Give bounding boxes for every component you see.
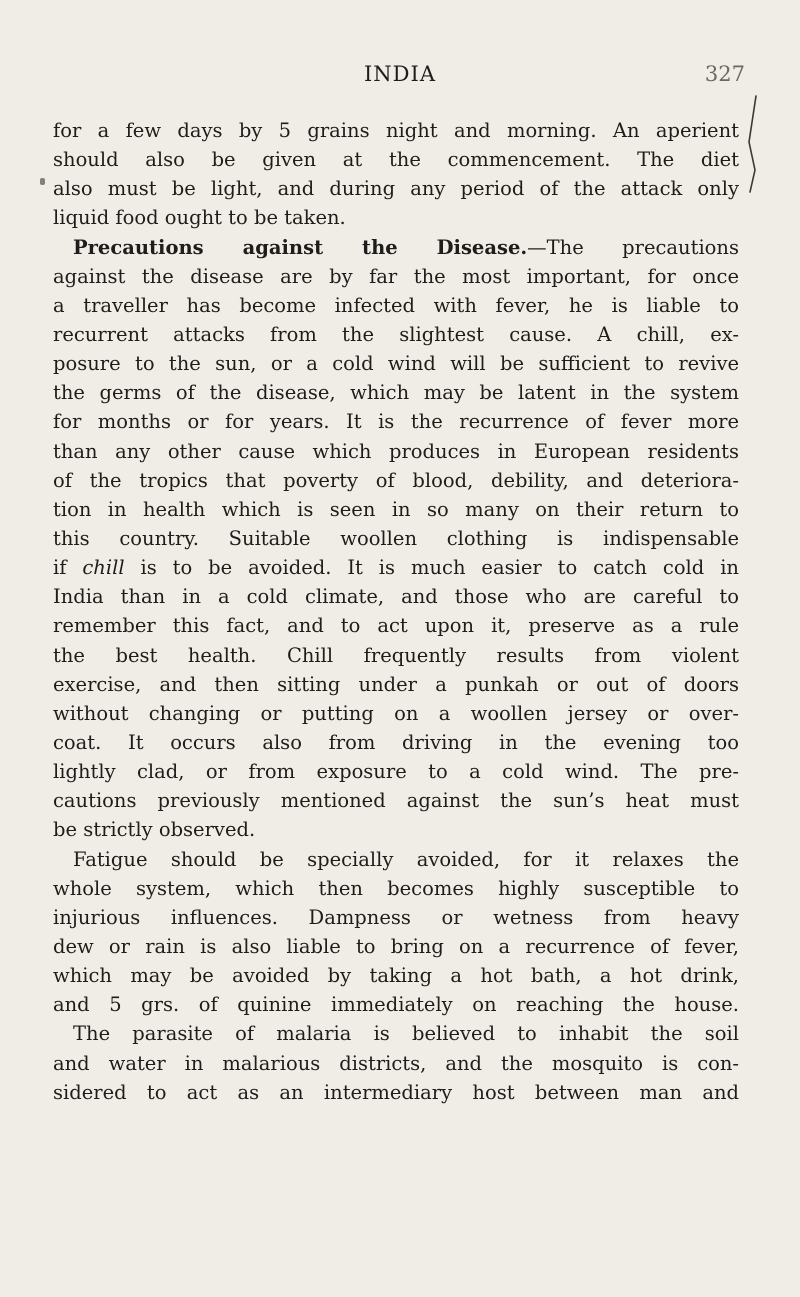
text-line: without changing or putting on a woollen jersey or over-	[53, 701, 739, 725]
paragraph	[53, 233, 739, 845]
text-line: whole system, which then becomes highly susceptible to	[53, 876, 739, 900]
text-line: India than in a cold climate, and those who are careful to	[53, 585, 739, 609]
text-line: Fatigue should be specially avoided, for it relaxes the	[73, 847, 739, 871]
paragraph	[53, 845, 739, 1020]
text-line: posure to the sun, or a cold wind will be sufficient to revive	[53, 352, 739, 376]
text-line: of the tropics that poverty of blood, debility, and deteriora-	[53, 468, 739, 492]
text-line: than any other cause which produces in European residents	[53, 439, 739, 463]
section-heading: Precautions against the Disease.	[73, 235, 528, 259]
text-line: exercise, and then sitting under a punkah or out of doors	[53, 672, 739, 696]
text-line: a traveller has become infected with fever, he is liable to	[53, 293, 739, 317]
text-line: injurious influences. Dampness or wetness from heavy	[53, 905, 739, 929]
running-title: INDIA	[364, 62, 436, 86]
text-line: against the disease are by far the most important, for once	[53, 264, 739, 288]
italic-word: chill	[82, 556, 125, 580]
running-head	[0, 62, 800, 92]
paragraph	[53, 1019, 739, 1106]
text-line: this country. Suitable woollen clothing is indispensable	[53, 526, 739, 550]
text-line: also must be light, and during any period of the attack only	[53, 177, 739, 201]
text-line: remember this fact, and to act upon it, preserve as a rule	[53, 614, 739, 638]
text-line: be strictly observed.	[53, 818, 256, 842]
text-line: lightly clad, or from exposure to a cold wind. The pre-	[53, 760, 739, 784]
text-line: tion in health which is seen in so many on their return to	[53, 497, 739, 521]
text-run: is to be avoided. It is much easier to catch cold in	[124, 556, 739, 580]
text-run: —The precautions	[527, 235, 739, 259]
text-line: cautions previously mentioned against the sun’s heat must	[53, 789, 739, 813]
text-line: coat. It occurs also from driving in the evening too	[53, 730, 739, 754]
text-line: dew or rain is also liable to bring on a recurrence of fever,	[53, 934, 739, 958]
paragraph	[53, 116, 739, 233]
text-run: if	[53, 556, 83, 580]
text-line: The parasite of malaria is believed to inhabit the soil	[73, 1022, 739, 1046]
text-line	[53, 553, 739, 582]
margin-bracket-mark	[742, 94, 772, 194]
text-line: the germs of the disease, which may be latent in the system	[53, 381, 739, 405]
text-line: for a few days by 5 grains night and morning. An aperient	[53, 119, 739, 142]
text-line: for months or for years. It is the recurrence of fever more	[53, 410, 739, 434]
text-line: should also be given at the commencement. The diet	[53, 148, 739, 172]
text-line: liquid food ought to be taken.	[53, 206, 346, 230]
text-line: recurrent attacks from the slightest cause. A chill, ex-	[53, 322, 739, 346]
text-line: sidered to act as an intermediary host between man and	[53, 1080, 739, 1104]
print-speck	[40, 178, 45, 185]
page-number: 327	[704, 62, 745, 86]
text-line: which may be avoided by taking a hot bath, a hot drink,	[53, 964, 739, 988]
text-line	[53, 233, 739, 262]
text-line: and 5 grs. of quinine immediately on reaching the house.	[53, 993, 739, 1017]
text-line: and water in malarious districts, and the mosquito is con-	[53, 1051, 739, 1075]
page-body	[53, 116, 739, 1107]
text-line: the best health. Chill frequently results from violent	[53, 643, 739, 667]
